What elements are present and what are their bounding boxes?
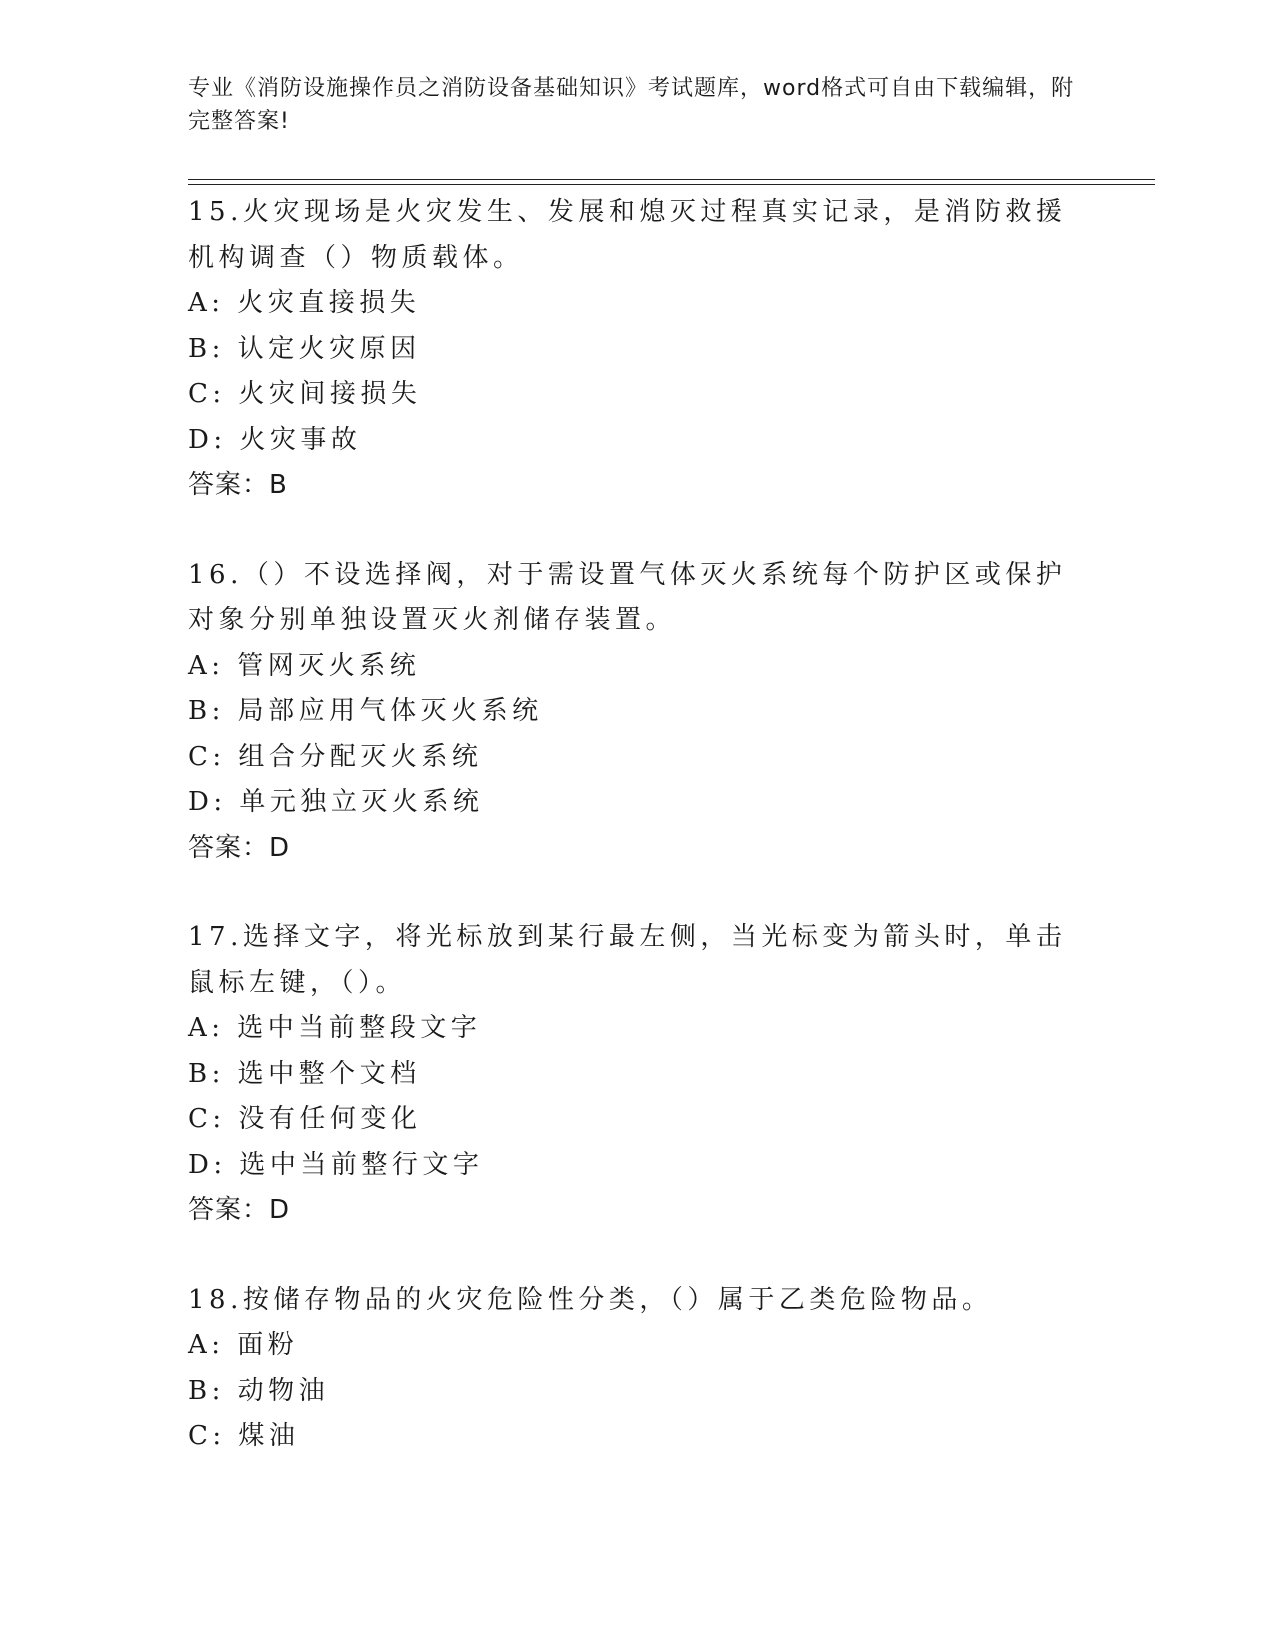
option-d: D: 选中当前整行文字 [188,1149,484,1180]
option-a: A: 选中当前整段文字 [188,1013,482,1043]
question-18 [188,1278,1088,1460]
option-b: B: 局部应用气体灭火系统 [188,696,543,726]
option-c: C: 火灾间接损失 [188,379,422,409]
option-b: B: 认定火灾原因 [188,333,421,364]
answer: 答案：B [188,470,288,500]
option-a: A: 火灾直接损失 [188,288,421,318]
option-d: D: 单元独立灭火系统 [188,787,484,817]
question-stem: 17.选择文字，将光标放到某行最左侧，当光标变为箭头时，单击鼠标左键，（）。 [188,922,1067,998]
option-c: C: 组合分配灭火系统 [188,741,483,772]
option-b: B: 选中整个文档 [188,1058,421,1089]
question-15 [188,190,1088,509]
option-b: B: 动物油 [188,1375,330,1406]
option-a: A: 管网灭火系统 [188,650,421,681]
question-stem: 18.按储存物品的火灾危险性分类，（）属于乙类危险物品。 [188,1284,993,1315]
question-stem: 16.（）不设选择阀，对于需设置气体灭火系统每个防护区或保护对象分别单独设置灭火剂储存装置。 [188,559,1067,635]
option-c: C: 没有任何变化 [188,1104,422,1134]
question-list [188,190,1088,1504]
question-stem: 15.火灾现场是火灾发生、发展和熄灭过程真实记录，是消防救援机构调查（）物质载体。 [188,197,1067,273]
answer: 答案：D [188,832,291,863]
question-16 [188,553,1088,872]
option-d: D: 火灾事故 [188,424,362,455]
answer: 答案：D [188,1195,291,1225]
option-c: C: 煤油 [188,1421,300,1451]
document-header: 专业《消防设施操作员之消防设备基础知识》考试题库，word格式可自由下载编辑，附完整答案! [188,76,1075,134]
question-17 [188,915,1088,1234]
header-divider-top [188,179,1155,180]
option-a: A: 面粉 [188,1330,299,1360]
header-divider-bottom [188,184,1155,185]
